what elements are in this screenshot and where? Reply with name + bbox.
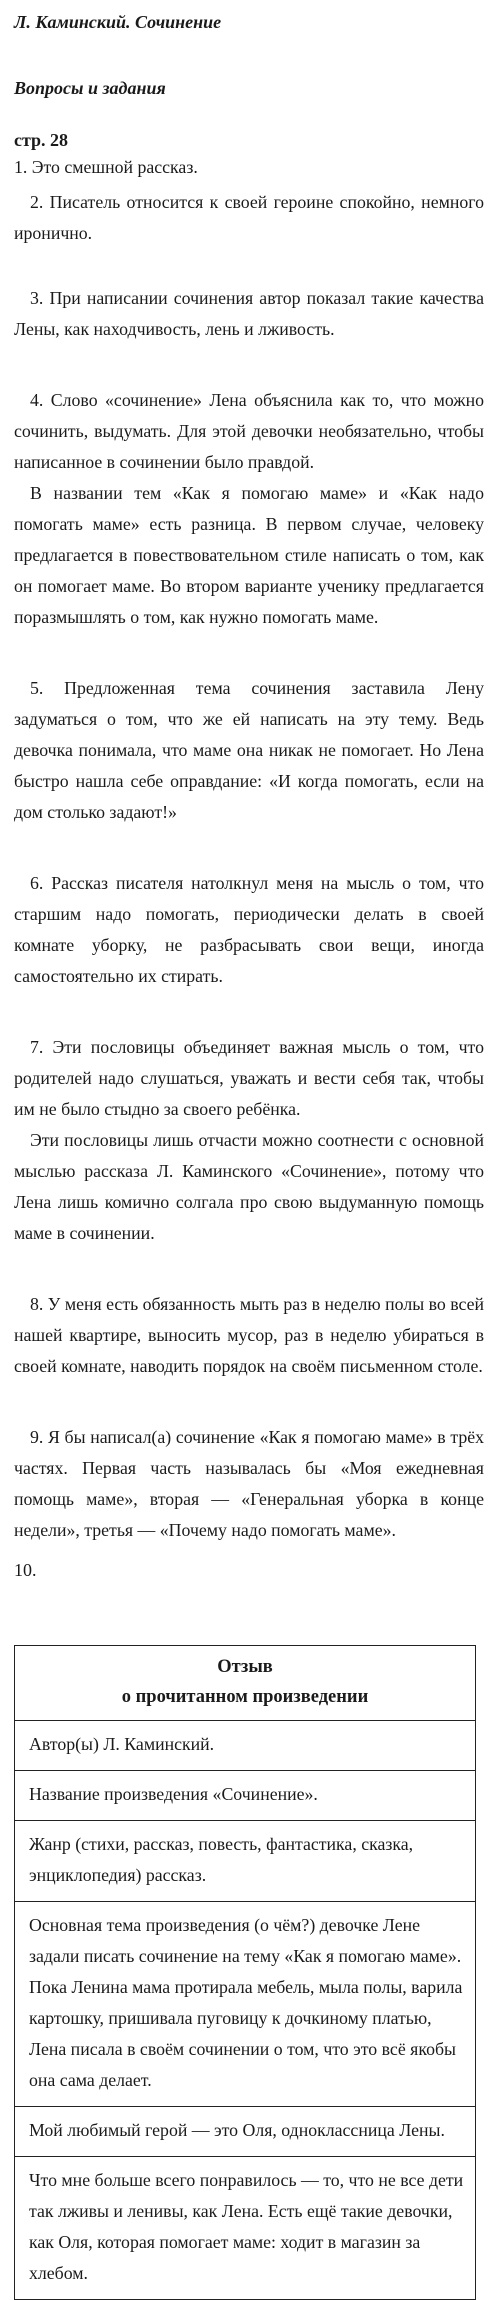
answer-9: 9. Я бы написал(а) сочинение «Как я помогаю маме» в трёх частях. Первая часть называлась бы «Моя ежедневная помощь маме», вторая — «Генеральная уборка в конце недели», третья — «Почему надо помогать маме». [14, 1427, 484, 1540]
review-heading-line1: Отзыв [217, 1657, 273, 1677]
answer-8: 8. У меня есть обязанность мыть раз в неделю полы во всей нашей квартире, выносить мусор, раз в неделю убираться в своей комнате, наводить порядок на своём письменном столе. [14, 1294, 485, 1376]
page-title: Л. Каминский. Сочинение [14, 12, 222, 32]
workbook-page [14, 10, 485, 2283]
answer-1: 1. Это смешной рассказ. [14, 157, 198, 177]
review-table [14, 1645, 476, 2300]
review-work-title: Название произведения «Сочинение». [15, 1771, 475, 1821]
answer-7-continued: Эти пословицы лишь отчасти можно соотнести с основной мыслью рассказа Л. Каминского «Сочинение», потому что Лена лишь комично солгала про свою выдуманную помощь маме в сочинении. [14, 1130, 484, 1243]
answer-6: 6. Рассказ писателя натолкнул меня на мысль о том, что старшим надо помогать, периодически делать в своей комнате уборку, не разбрасывать свои вещи, иногда самостоятельно их стирать. [14, 873, 484, 986]
review-author: Автор(ы) Л. Каминский. [15, 1721, 475, 1771]
answer-4-continued: В названии тем «Как я помогаю маме» и «Как надо помогать маме» есть разница. В первом случае, человеку предлагается в повествовательном стиле написать о том, как он помогает маме. Во втором варианте ученику предлагается поразмышлять о том, как нужно помогать маме. [14, 483, 484, 627]
page-reference: стр. 28 [14, 130, 69, 150]
review-liked-most: Что мне больше всего понравилось — то, что не все дети так лживы и ленивы, как Лена. Есть ещё такие девочки, как Оля, которая помогает маме: ходит в магазин за хлебом. [29, 2170, 464, 2283]
answer-5: 5. Предложенная тема сочинения заставила Лену задуматься о том, что же ей написать на эту тему. Ведь девочка понимала, что маме она никак не помогает. Но Лена быстро нашла себе оправдание: «И когда помогать, если на дом столько задают!» [14, 678, 484, 822]
answer-2: 2. Писатель относится к своей героине спокойно, немного иронично. [14, 192, 484, 243]
review-theme: Основная тема произведения (о чём?) девочке Лене задали писать сочинение на тему «Как я помогаю маме». Пока Ленина мама протирала мебель, мыла полы, варила картошку, пришивала пуговицу к дочкиному платью, Лена писала в своём сочинении о том, что это всё якобы она сама делает. [15, 1902, 475, 2107]
answer-4: 4. Слово «сочинение» Лена объяснила как то, что можно сочинить, выдумать. Для этой девочки необязательно, чтобы написанное в сочинении было правдой. [14, 390, 484, 472]
review-heading-line2: о прочитанном произведении [121, 1687, 369, 1707]
section-subtitle: Вопросы и задания [14, 78, 166, 98]
answer-7: 7. Эти пословицы объединяет важная мысль о том, что родителей надо слушаться, уважать и вести себя так, чтобы им не было стыдно за своего ребёнка. [14, 1037, 484, 1119]
review-genre: Жанр (стихи, рассказ, повесть, фантастика, сказка, энциклопедия) рассказ. [15, 1821, 475, 1902]
review-heading [15, 1646, 475, 1721]
answer-3: 3. При написании сочинения автор показал такие качества Лены, как находчивость, лень и лживость. [14, 288, 484, 339]
answer-10-label: 10. [14, 1560, 37, 1580]
review-favorite-hero: Мой любимый герой — это Оля, одноклассница Лены. [15, 2107, 475, 2157]
